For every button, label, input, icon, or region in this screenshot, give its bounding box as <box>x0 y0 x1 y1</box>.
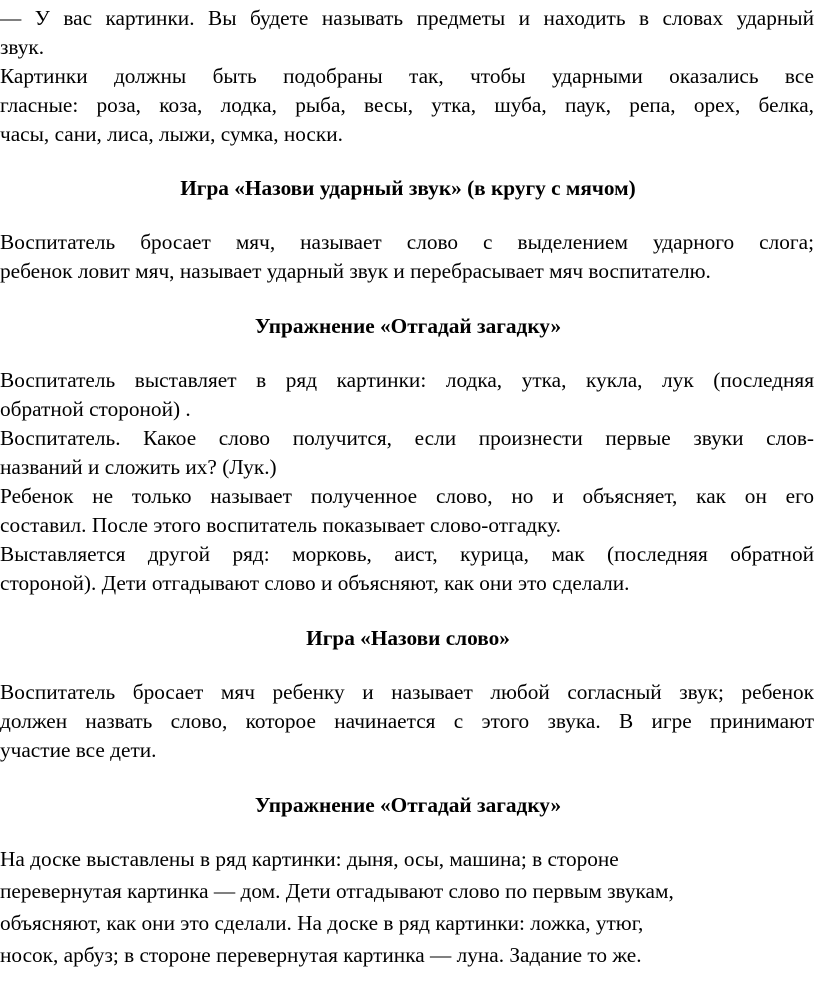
section4-line-3: объясняют, как они это сделали. На доске в ряд картинки: ложка, утюг, <box>0 911 644 935</box>
section4-line-2: перевернутая картинка — дом. Дети отгадывают слово по первым звукам, <box>0 879 674 903</box>
section3-line-2: должен назвать слово, которое начинается с этого звука. В игре принимают <box>0 709 814 733</box>
section-heading-1: Игра «Назови ударный звук» (в кругу с мячом) <box>180 176 636 200</box>
section2-line-6: составил. После этого воспитатель показывает слово-отгадку. <box>0 513 561 537</box>
section2-line-4: названий и сложить их? (Лук.) <box>0 455 277 479</box>
section3-line-3: участие все дети. <box>0 738 157 762</box>
section4-line-1: На доске выставлены в ряд картинки: дыня, осы, машина; в стороне <box>0 847 619 871</box>
intro-line-1: — У вас картинки. Вы будете называть предметы и находить в словах ударный <box>0 6 814 30</box>
section-heading-2: Упражнение «Отгадай загадку» <box>254 314 562 338</box>
section2-line-7: Выставляется другой ряд: морковь, аист, курица, мак (последняя обратной <box>0 542 814 566</box>
section-heading-3: Игра «Назови слово» <box>306 626 510 650</box>
section2-line-3: Воспитатель. Какое слово получится, если произнести первые звуки слов- <box>0 426 814 450</box>
intro-line-5: часы, сани, лиса, лыжи, сумка, носки. <box>0 122 343 146</box>
section2-line-5: Ребенок не только называет полученное слово, но и объясняет, как он его <box>0 484 814 508</box>
section1-line-1: Воспитатель бросает мяч, называет слово с выделением ударного слога; <box>0 230 814 254</box>
section2-line-2: обратной стороной) . <box>0 397 191 421</box>
section2-line-1: Воспитатель выставляет в ряд картинки: лодка, утка, кукла, лук (последняя <box>0 368 814 392</box>
section3-line-1: Воспитатель бросает мяч ребенку и называет любой согласный звук; ребенок <box>0 680 814 704</box>
intro-line-4: гласные: роза, коза, лодка, рыба, весы, утка, шуба, паук, репа, орех, белка, <box>0 93 814 117</box>
section-heading-4: Упражнение «Отгадай загадку» <box>254 793 562 817</box>
section1-line-2: ребенок ловит мяч, называет ударный звук и перебрасывает мяч воспитателю. <box>0 259 711 283</box>
intro-line-3: Картинки должны быть подобраны так, чтобы ударными оказались все <box>0 64 814 88</box>
section2-line-8: стороной). Дети отгадывают слово и объясняют, как они это сделали. <box>0 571 630 595</box>
section4-line-4: носок, арбуз; в стороне перевернутая картинка — луна. Задание то же. <box>0 943 642 967</box>
intro-line-2: звук. <box>0 35 45 59</box>
